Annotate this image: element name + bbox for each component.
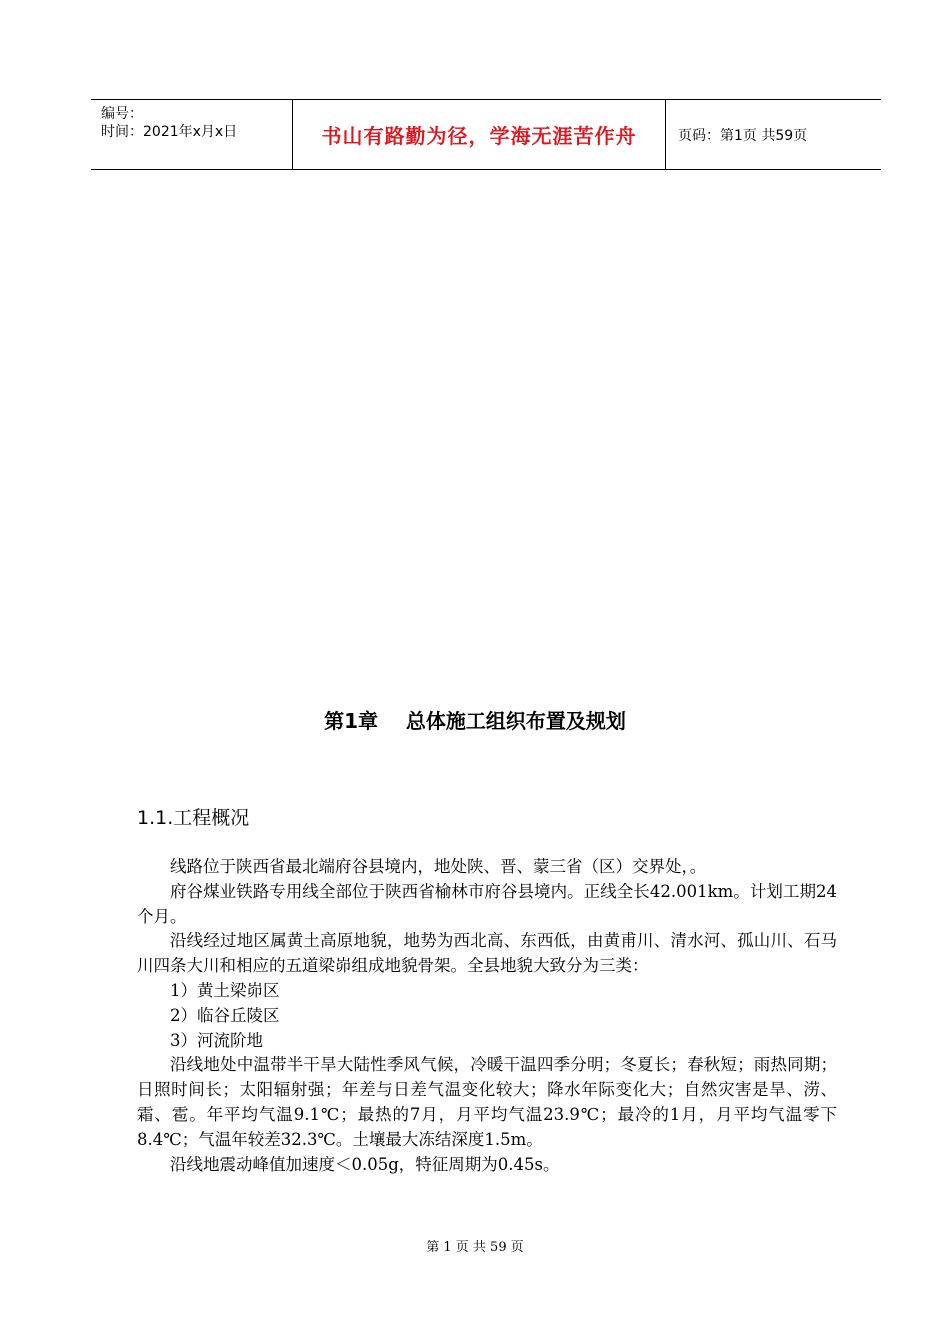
body-text (137, 855, 837, 1177)
paragraph: 沿线经过地区属黄土高原地貌，地势为西北高、东西低，由黄甫川、清水河、孤山川、石马川四条大川和相应的五道梁峁组成地貌骨架。全县地貌大致分为三类： (137, 931, 837, 976)
document-header (91, 99, 881, 170)
paragraph: 沿线地震动峰值加速度＜0.05g，特征周期为0.45s。 (170, 1154, 560, 1174)
header-middle-cell (293, 100, 666, 169)
list-item: 3）河流阶地 (170, 1030, 263, 1050)
section-title: 1.1.工程概况 (137, 807, 250, 829)
header-page-info: 页码：第1页 共59页 (678, 127, 808, 144)
chapter-title: 第1章 总体施工组织布置及规划 (324, 709, 626, 733)
paragraph: 府谷煤业铁路专用线全部位于陕西省榆林市府谷县境内。正线全长42.001km。计划工期24个月。 (137, 881, 837, 926)
list-item: 2）临谷丘陵区 (170, 1005, 280, 1025)
document-number-label: 编号： (101, 106, 143, 122)
header-motto: 书山有路勤为径，学海无涯苦作舟 (321, 124, 637, 148)
paragraph: 沿线地处中温带半干旱大陆性季风气候，冷暖干温四季分明；冬夏长；春秋短；雨热同期；日照时间长；太阳辐射强；年差与日差气温变化较大；降水年际变化大；自然灾害是旱、涝、霜、雹。年平均气温9.1℃；最热的7月，月平均气温23.9℃；最冷的1月，月平均气温零下8.4℃；气温年较差32.3℃。土壤最大冻结深度1.5m。 (137, 1055, 837, 1149)
header-right-cell (666, 100, 881, 169)
paragraph: 线路位于陕西省最北端府谷县境内，地处陕、晋、蒙三省（区）交界处，。 (170, 857, 707, 876)
list-item: 1）黄土梁峁区 (170, 980, 280, 1000)
document-time-label: 时间：2021年x月x日 (101, 124, 238, 140)
page-footer: 第 1 页 共 59 页 (426, 1240, 524, 1255)
header-left-cell (91, 100, 293, 169)
